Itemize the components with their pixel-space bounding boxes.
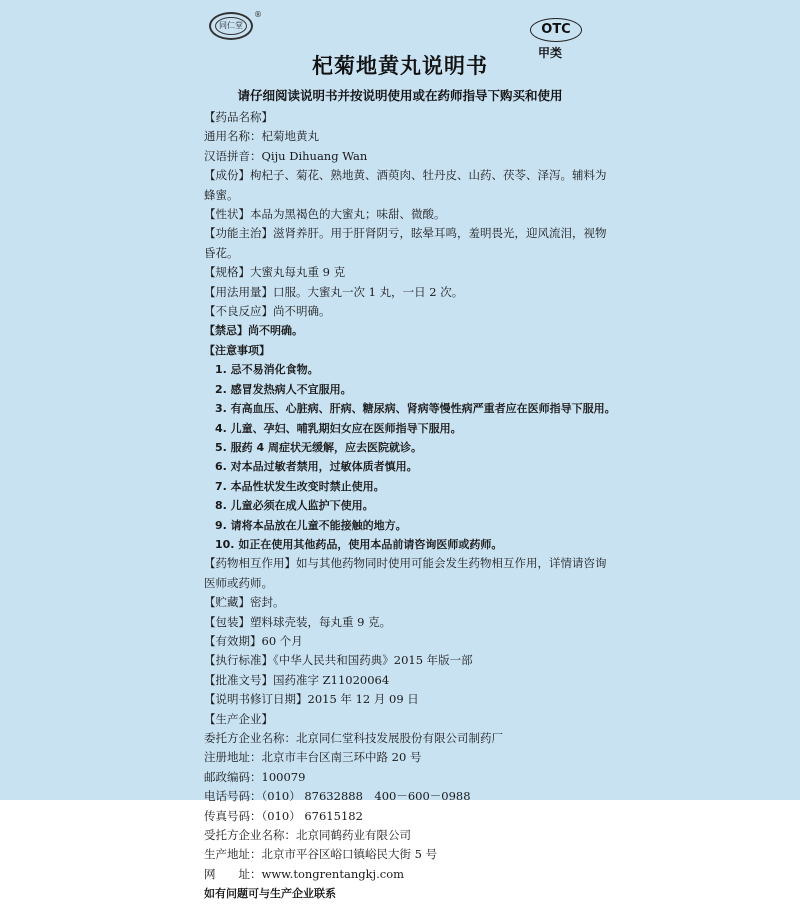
registered-mark-icon: ® [254,10,262,19]
validity-heading: 【有效期】 [204,633,262,648]
section-specification [204,263,614,282]
manufacturer-line: 注册地址：北京市丰台区南三环中路 20 号 [204,750,422,765]
properties-heading: 【性状】 [204,207,250,222]
storage-text: 密封。 [250,595,285,610]
precaution-item: 3. 有高血压、心脏病、肝病、糖尿病、肾病等慢性病严重者应在医师指导下服用。 [215,402,616,416]
approval-heading: 【批准文号】 [204,672,273,687]
precaution-item: 7. 本品性状发生改变时禁止使用。 [215,479,385,493]
revision-text: 2015 年 12 月 09 日 [307,692,419,707]
category-label: 甲类 [538,46,563,60]
common-name: 通用名称：杞菊地黄丸 [204,129,319,144]
interactions-text: 如与其他药物同时使用可能会发生药物相互作用，详情请咨询医师或药师。 [204,556,607,590]
otc-badge: OTC [530,18,582,42]
section-standard [204,651,614,670]
section-validity [204,632,614,651]
approval-text: 国药准字 Z11020064 [273,672,390,687]
standard-text: 《中华人民共和国药典》2015 年版一部 [273,653,473,668]
precaution-item: 5. 服药 4 周症状无缓解，应去医院就诊。 [215,440,422,454]
adverse-heading: 【不良反应】 [204,304,273,319]
document-title: 杞菊地黄丸说明书 [312,54,488,78]
section-ingredients [204,166,614,205]
precaution-item: 10. 如正在使用其他药品，使用本品前请咨询医师或药师。 [215,537,503,551]
indications-text: 滋肾养肝。用于肝肾阴亏，眩晕耳鸣，羞明畏光，迎风流泪，视物昏花。 [204,226,607,260]
indications-heading: 【功能主治】 [204,226,273,241]
dosage-heading: 【用法用量】 [204,284,273,299]
precaution-item: 1. 忌不易消化食物。 [215,363,319,377]
section-interactions [204,554,614,593]
specification-text: 大蜜丸每丸重 9 克 [250,265,346,280]
contraindications-heading: 【禁忌】 [204,324,248,338]
section-drug-name-heading: 【药品名称】 [204,110,273,124]
precaution-item: 2. 感冒发热病人不宜服用。 [215,382,352,396]
manufacturer-line: 邮政编码：100079 [204,769,306,784]
manufacturer-line: 生产地址：北京市平谷区峪口镇峪民大街 5 号 [204,847,438,862]
manufacturer-heading: 【生产企业】 [204,711,273,726]
manufacturer-line: 委托方企业名称：北京同仁堂科技发展股份有限公司制药厂 [204,731,503,745]
section-properties [204,205,614,224]
section-contraindications [204,321,614,340]
manufacturer-website: 网 址：www.tongrentangkj.com [204,866,405,881]
document-subtitle: 请仔细阅读说明书并按说明使用或在药师指导下购买和使用 [237,88,563,103]
section-dosage [204,283,614,302]
section-package [204,613,614,632]
properties-text: 本品为黑褐色的大蜜丸；味甜、微酸。 [250,207,446,222]
brand-logo-text: 同仁堂 [215,17,247,35]
section-approval [204,671,614,690]
section-storage [204,593,614,612]
storage-heading: 【贮藏】 [204,595,250,610]
contraindications-text: 尚不明确。 [248,324,303,338]
manufacturer-line: 传真号码：（010） 67615182 [204,808,363,823]
section-revision [204,690,614,709]
precaution-item: 8. 儿童必须在成人监护下使用。 [215,499,374,513]
interactions-heading: 【药物相互作用】 [204,556,296,571]
package-text: 塑料球壳装，每丸重 9 克。 [250,614,392,629]
section-indications [204,224,614,263]
precaution-item: 6. 对本品过敏者禁用，过敏体质者慎用。 [215,460,418,474]
leaflet-content [204,108,614,904]
precautions-heading: 【注意事项】 [204,343,270,357]
revision-heading: 【说明书修订日期】 [204,692,308,707]
precaution-item: 9. 请将本品放在儿童不能接触的地方。 [215,518,407,532]
ingredients-text: 枸杞子、菊花、熟地黄、酒萸肉、牡丹皮、山药、茯苓、泽泻。辅料为蜂蜜。 [204,168,607,202]
precaution-item: 4. 儿童、孕妇、哺乳期妇女应在医师指导下服用。 [215,421,462,435]
standard-heading: 【执行标准】 [204,653,273,668]
validity-text: 60 个月 [261,633,303,648]
manufacturer-line: 电话号码：（010） 87632888 400－600－0988 [204,789,471,804]
specification-heading: 【规格】 [204,265,250,280]
package-heading: 【包装】 [204,614,250,629]
adverse-text: 尚不明确。 [273,304,331,319]
brand-logo [209,12,253,40]
manufacturer-line: 受托方企业名称：北京同鹤药业有限公司 [204,828,411,843]
section-adverse [204,302,614,321]
ingredients-heading: 【成份】 [204,168,250,183]
dosage-text: 口服。大蜜丸一次 1 丸，一日 2 次。 [273,284,464,299]
pinyin-name: 汉语拼音：Qiju Dihuang Wan [204,148,368,163]
contact-footer: 如有问题可与生产企业联系 [204,887,336,901]
